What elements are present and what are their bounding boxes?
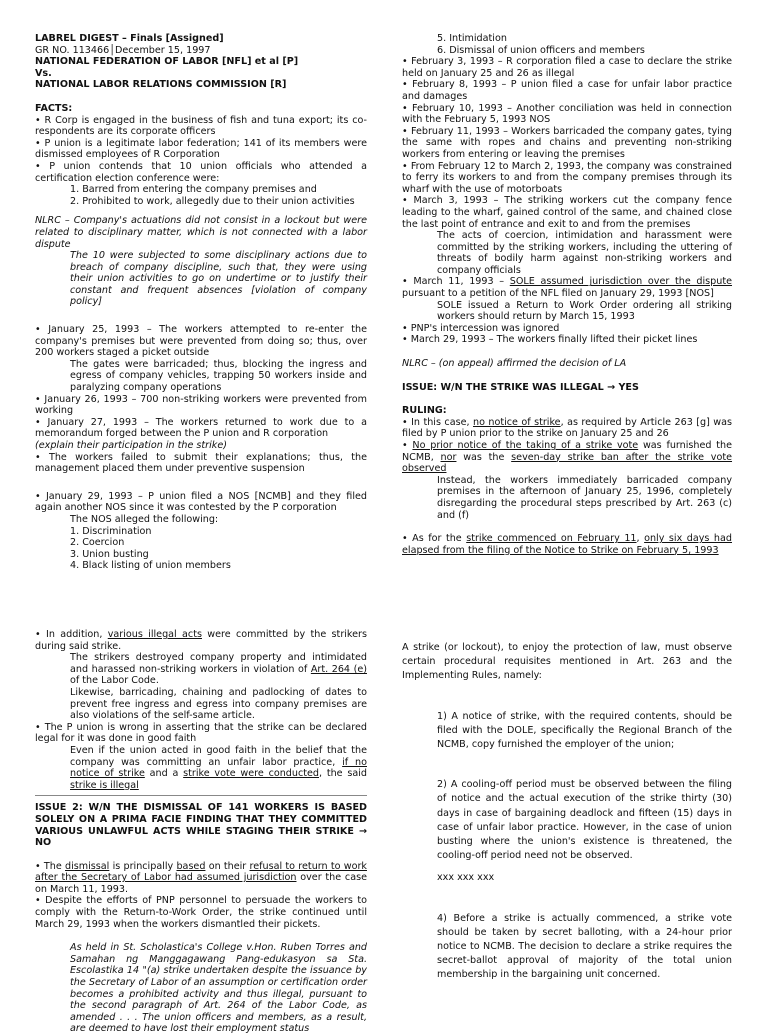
facts-heading: FACTS: bbox=[35, 102, 73, 114]
fact-bullet: • January 26, 1993 – 700 non-striking workers were prevented from working bbox=[35, 393, 367, 417]
fact-bullet: • March 29, 1993 – The workers finally lifted their picket lines bbox=[402, 334, 698, 346]
fact-subitem: 2. Prohibited to work, allegedly due to their union activities bbox=[70, 195, 355, 207]
left-column-top bbox=[35, 33, 367, 572]
fact-bullet: • March 3, 1993 – The striking workers cut the company fence leading to the wharf, gained control of the same, and chained close the last point of entrance and exit to and from the premises bbox=[402, 195, 732, 230]
right-column-top bbox=[402, 33, 732, 556]
fact-bullet: • March 11, 1993 – SOLE assumed jurisdiction over the dispute pursuant to a petition of the NFL filed on January 29, 1993 [NOS] bbox=[402, 276, 733, 300]
nlrc-finding-detail: The 10 were subjected to some disciplinary actions due to breach of company discipline, such that, they were using their union activities to go on undertime or to justify their constant and frequent absences [violation of company policy] bbox=[70, 250, 367, 308]
nos-item: 3. Union busting bbox=[70, 548, 149, 560]
nlrc-appeal: NLRC – (on appeal) affirmed the decision of LA bbox=[402, 358, 627, 370]
fact-bullet: • PNP's intercession was ignored bbox=[402, 322, 560, 334]
fact-bullet: • R Corp is engaged in the business of fish and tuna export; its co-respondents are its corporate officers bbox=[35, 114, 367, 138]
nos-item: 4. Black listing of union members bbox=[70, 560, 231, 572]
ellipsis-marker: xxx xxx xxx bbox=[437, 872, 495, 884]
fact-bullet: • January 25, 1993 – The workers attempted to re-enter the company's premises but were prevented from doing so; thus, over 200 workers staged a picket outside bbox=[35, 324, 367, 359]
ruling-detail: Even if the union acted in good faith in the belief that the company was committing an unfair labor practice, if no notice of strike and a strike vote were conducted, the said strike is illegal bbox=[70, 744, 367, 791]
requisites-intro: A strike (or lockout), to enjoy the protection of law, must observe certain procedural requisites mentioned in Art. 263 and the Implementing Rules, namely: bbox=[402, 642, 732, 682]
ruling-bullet: • In addition, various illegal acts were committed by the strikers during said strike. bbox=[35, 629, 367, 652]
fact-bullet: • February 11, 1993 – Workers barricaded the company gates, tying the same with ropes and chains and preventing non-striking workers from entering or leaving the premises bbox=[402, 125, 732, 160]
ruling-bullet: • The dismissal is principally based on their refusal to return to work after the Secretary of Labor had assumed jurisdiction over the case on March 11, 1993. bbox=[35, 860, 367, 895]
ruling-bullet: • In this case, no notice of strike, as required by Article 263 [g] was filed by P union prior to the strike on January 25 and 26 bbox=[402, 416, 732, 440]
respondent: NATIONAL LABOR RELATIONS COMMISSION [R] bbox=[35, 79, 287, 91]
fact-subitem: The gates were barricaded; thus, blocking the ingress and egress of company vehicles, trapping 50 workers inside and paralyzing company operations bbox=[70, 358, 367, 394]
nos-intro: The NOS alleged the following: bbox=[70, 513, 219, 525]
left-column-bottom bbox=[35, 629, 367, 1035]
issue-heading: ISSUE: W/N THE STRIKE WAS ILLEGAL → YES bbox=[402, 381, 639, 393]
nos-item: 5. Intimidation bbox=[437, 33, 507, 44]
issue-heading: ISSUE 2: W/N THE DISMISSAL OF 141 WORKERS IS BASED SOLELY ON A PRIMA FACIE FINDING THAT THEY COMMITTED VARIOUS UNLAWFUL ACTS WHILE STAGING THEIR STRIKE → NO bbox=[35, 802, 367, 849]
nos-item: 6. Dismissal of union officers and members bbox=[437, 44, 645, 56]
ruling-heading: RULING: bbox=[402, 405, 447, 417]
ruling-bullet: • Despite the efforts of PNP personnel to persuade the workers to comply with the Return-to-Work Order, the strike continued until March 29, 1993 when the workers dismantled their pickets. bbox=[35, 895, 367, 930]
nos-item: 1. Discrimination bbox=[70, 525, 152, 537]
fact-bullet: • February 3, 1993 – R corporation filed a case to declare the strike held on January 25 and 26 as illegal bbox=[402, 56, 732, 79]
ruling-bullet: • As for the strike commenced on February 11, only six days had elapsed from the filing of the Notice to Strike on February 5, 1993 bbox=[402, 533, 732, 556]
fact-bullet: • January 27, 1993 – The workers returned to work due to a memorandum forged between the P union and R corporation bbox=[35, 416, 367, 440]
case-quote: As held in St. Scholastica's College v.Hon. Ruben Torres and Samahan ng Manggagawang Pang-edukasyon sa Sta. Escolastika 14 "(a) strike undertaken despite the issuance by the Secretary of Labor of an assumption or certification order becomes a prohibited activity and thus illegal, pursuant to the second paragraph of Art. 264 of the Labor Code, as amended . . . The union officers and members, as a result, are deemed to have lost their employment status bbox=[70, 942, 367, 1035]
requisite-item: 2) A cooling-off period must be observed between the filing of notice and the actual execution of the strike thirty (30) days in case of bargaining deadlock and fifteen (15) days in case of unfair labor practice. However, in the case of union busting where the union's existence is threatened, the cooling-off period need not be observed. bbox=[437, 779, 732, 862]
versus: Vs. bbox=[35, 67, 52, 79]
ruling-detail: Instead, the workers immediately barricaded company premises in the afternoon of January 25, 1996, completely disregarding the procedural steps prescribed by Art. 263 (c) and (f) bbox=[437, 474, 732, 521]
nlrc-finding: NLRC – Company's actuations did not consist in a lockout but were related to disciplinary matter, which is not connected with a labor dispute bbox=[35, 215, 367, 250]
fact-bullet: • P union contends that 10 union officials who attended a certification election conference were: bbox=[35, 160, 367, 184]
digest-title: LABREL DIGEST – Finals [Assigned] bbox=[35, 33, 224, 44]
requisite-item: 1) A notice of strike, with the required contents, should be filed with the DOLE, specifically the Regional Branch of the NCMB, copy furnished the employer of the union; bbox=[437, 710, 732, 751]
ruling-detail: The strikers destroyed company property and intimidated and harassed non-striking workers in violation of Art. 264 (e) of the Labor Code. bbox=[70, 652, 367, 687]
fact-note: (explain their participation in the strike) bbox=[35, 440, 227, 451]
fact-subitem: 1. Barred from entering the company premises and bbox=[70, 184, 317, 196]
right-column-bottom bbox=[402, 641, 732, 983]
ruling-bullet: • The P union is wrong in asserting that the strike can be declared legal for it was done in good faith bbox=[35, 721, 367, 745]
fact-subitem: The acts of coercion, intimidation and harassment were committed by the striking workers, including the uttering of threats of bodily harm against non-striking workers and company officials bbox=[437, 230, 732, 276]
fact-subitem: SOLE issued a Return to Work Order ordering all striking workers should return by March 15, 1993 bbox=[437, 299, 732, 323]
nos-item: 2. Coercion bbox=[70, 537, 125, 549]
ruling-bullet: • No prior notice of the taking of a strike vote was furnished the NCMB, nor was the seven-day strike ban after the strike vote observed bbox=[402, 440, 733, 475]
gr-number: GR NO. 113466│December 15, 1997 bbox=[35, 44, 211, 56]
ruling-detail: Likewise, barricading, chaining and padlocking of dates to prevent free ingress and egress into company premises are also violations of the self-same article. bbox=[70, 686, 367, 722]
fact-bullet: • P union is a legitimate labor federation; 141 of its members were dismissed employees of R Corporation bbox=[35, 137, 367, 161]
fact-bullet: • February 10, 1993 – Another conciliation was held in connection with the February 5, 1993 NOS bbox=[402, 102, 732, 126]
fact-bullet: • January 29, 1993 – P union filed a NOS [NCMB] and they filed again another NOS since it was contested by the P corporation bbox=[35, 490, 367, 514]
fact-bullet: • From February 12 to March 2, 1993, the company was constrained to ferry its workers to and from the company premises through its wharf with the use of motorboats bbox=[402, 160, 732, 195]
requisite-item: 4) Before a strike is actually commenced, a strike vote should be taken by secret balloting, with a 24-hour prior notice to NCMB. The decision to declare a strike requires the secret-ballot approval of majority of the total union membership in the bargaining unit concerned. bbox=[437, 912, 732, 981]
section-divider bbox=[35, 795, 367, 796]
petitioner: NATIONAL FEDERATION OF LABOR [NFL] et al [P] bbox=[35, 56, 299, 68]
fact-bullet: • February 8, 1993 – P union filed a case for unfair labor practice and damages bbox=[402, 79, 732, 102]
fact-bullet: • The workers failed to submit their explanations; thus, the management placed them under preventive suspension bbox=[35, 451, 367, 475]
